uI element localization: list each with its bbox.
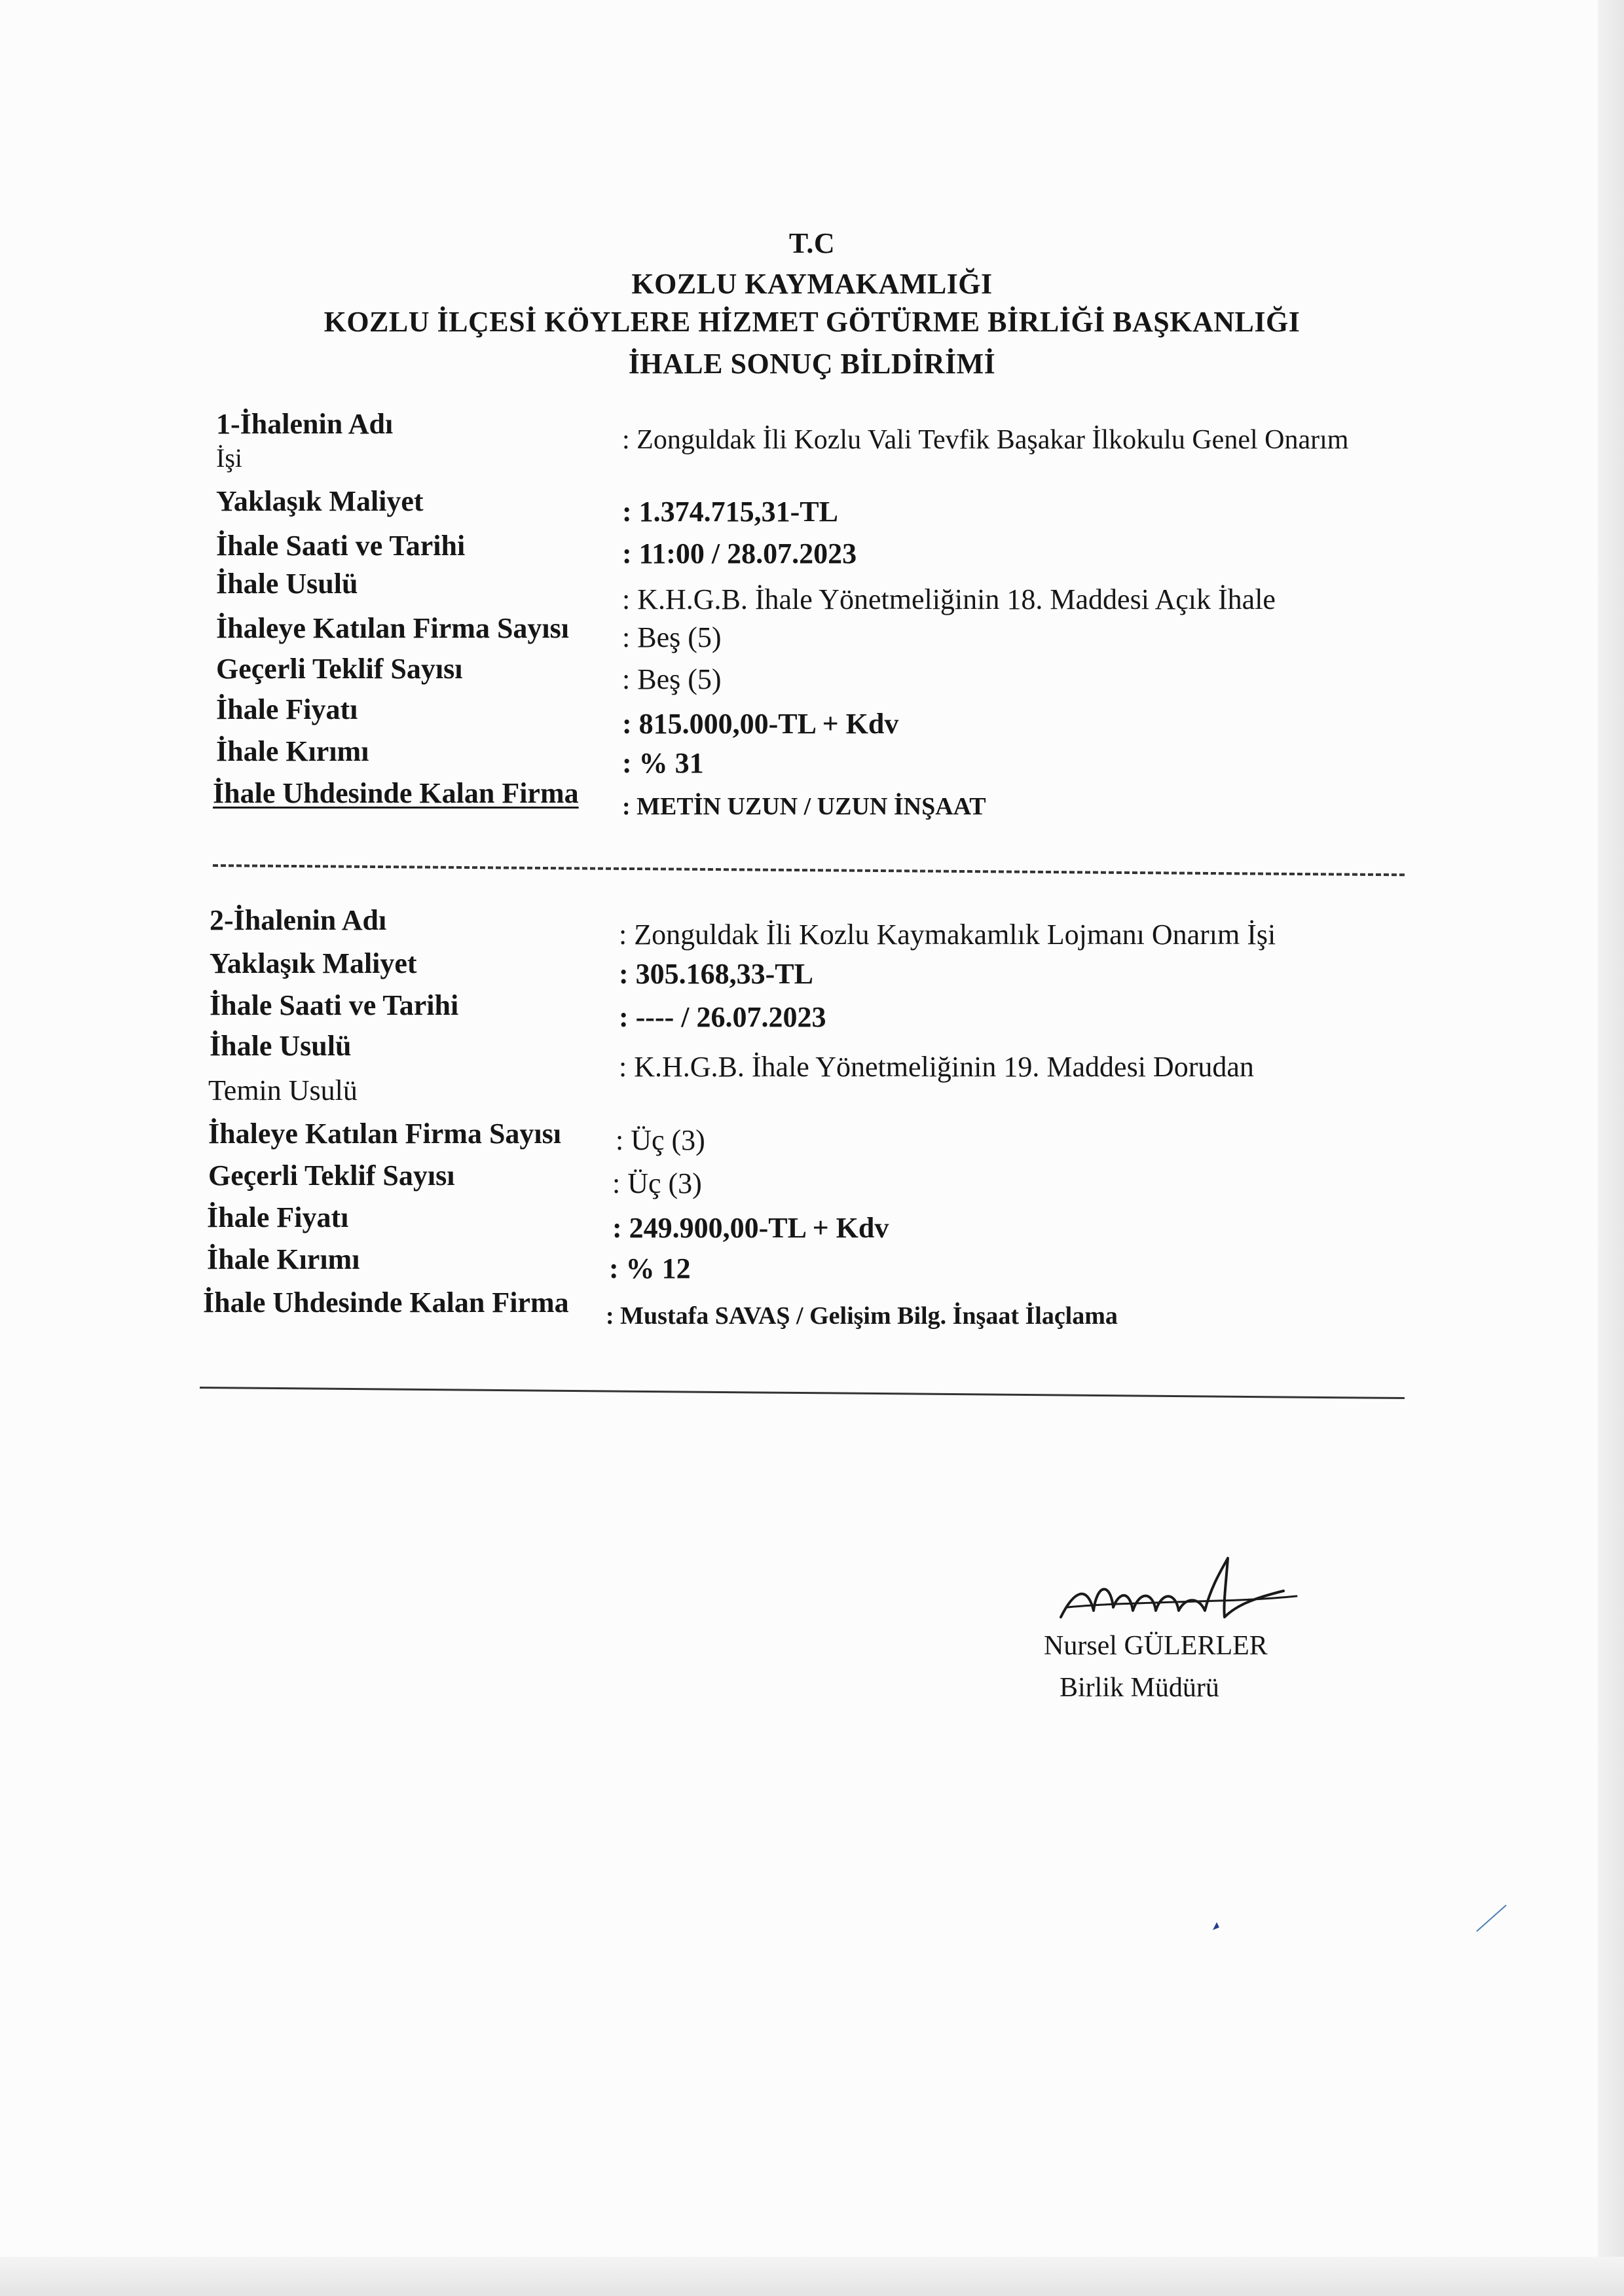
t2-time-value: : ---- / 26.07.2023 (619, 1001, 826, 1033)
t1-discount-value: : % 31 (622, 747, 704, 779)
t1-time-value: : 11:00 / 28.07.2023 (622, 538, 857, 570)
header-kaymakamlik: KOZLU KAYMAKAMLIĞI (631, 268, 993, 300)
t1-valid-label: Geçerli Teklif Sayısı (216, 653, 463, 685)
signatory-name: Nursel GÜLERLER (1044, 1631, 1268, 1661)
t1-name-label2: İşi (216, 443, 242, 473)
signatory-title: Birlik Müdürü (1060, 1673, 1219, 1703)
page-bottom-shadow (0, 2257, 1624, 2296)
t1-winner-value: : METİN UZUN / UZUN İNŞAAT (622, 793, 986, 820)
ink-dot (1210, 1920, 1223, 1933)
separator-solid (200, 1387, 1405, 1399)
t2-price-value: : 249.900,00-TL + Kdv (612, 1212, 889, 1244)
t1-time-label: İhale Saati ve Tarihi (216, 530, 466, 562)
t1-valid-value: : Beş (5) (622, 663, 722, 695)
t2-firms-value: : Üç (3) (616, 1124, 705, 1156)
t1-method-value: : K.H.G.B. İhale Yönetmeliğinin 18. Maddesi Açık İhale (622, 583, 1276, 615)
t1-cost-label: Yaklaşık Maliyet (216, 485, 424, 517)
t2-time-label: İhale Saati ve Tarihi (210, 989, 459, 1021)
page-edge-shadow (1598, 0, 1624, 2296)
t2-valid-value: : Üç (3) (612, 1167, 702, 1199)
t1-firms-label: İhaleye Katılan Firma Sayısı (216, 612, 569, 644)
header-birlik: KOZLU İLÇESİ KÖYLERE HİZMET GÖTÜRME BİRLİĞİ BAŞKANLIĞI (323, 306, 1301, 338)
t2-method-label: İhale Usulü (210, 1030, 352, 1062)
t1-method-label: İhale Usulü (216, 568, 358, 600)
t2-name-value: : Zonguldak İli Kozlu Kaymakamlık Lojmanı Onarım İşi (619, 919, 1276, 951)
t1-winner-label: İhale Uhdesinde Kalan Firma (213, 777, 579, 809)
t1-firms-value: : Beş (5) (622, 621, 722, 653)
t2-cost-value: : 305.168,33-TL (619, 958, 813, 990)
header-tc: T.C (788, 227, 836, 259)
t1-price-label: İhale Fiyatı (216, 693, 358, 725)
t2-discount-value: : % 12 (609, 1252, 691, 1285)
t2-method-value: : K.H.G.B. İhale Yönetmeliğinin 19. Maddesi Dorudan (619, 1051, 1254, 1083)
t1-name-label: 1-İhalenin Adı (216, 408, 394, 440)
t2-valid-label: Geçerli Teklif Sayısı (208, 1159, 455, 1192)
t2-firms-label: İhaleye Katılan Firma Sayısı (208, 1118, 561, 1150)
t2-method-label2: Temin Usulü (208, 1074, 358, 1106)
t1-cost-value: : 1.374.715,31-TL (622, 496, 838, 528)
scan-mark (1473, 1899, 1513, 1938)
t2-name-label: 2-İhalenin Adı (210, 904, 387, 936)
t2-winner-label: İhale Uhdesinde Kalan Firma (203, 1286, 569, 1319)
t2-discount-label: İhale Kırımı (207, 1243, 360, 1275)
t1-name-value: : Zonguldak İli Kozlu Vali Tevfik Başakar İlkokulu Genel Onarım (622, 425, 1349, 455)
separator-dashed (213, 864, 1405, 876)
t1-price-value: : 815.000,00-TL + Kdv (622, 708, 899, 740)
t2-winner-value: : Mustafa SAVAŞ / Gelişim Bilg. İnşaat İlaçlama (606, 1302, 1118, 1330)
t2-cost-label: Yaklaşık Maliyet (210, 947, 417, 979)
header-title: İHALE SONUÇ BİLDİRİMİ (628, 348, 996, 380)
t1-discount-label: İhale Kırımı (216, 735, 369, 767)
handwritten-signature (1048, 1545, 1323, 1637)
t2-price-label: İhale Fiyatı (207, 1201, 349, 1233)
